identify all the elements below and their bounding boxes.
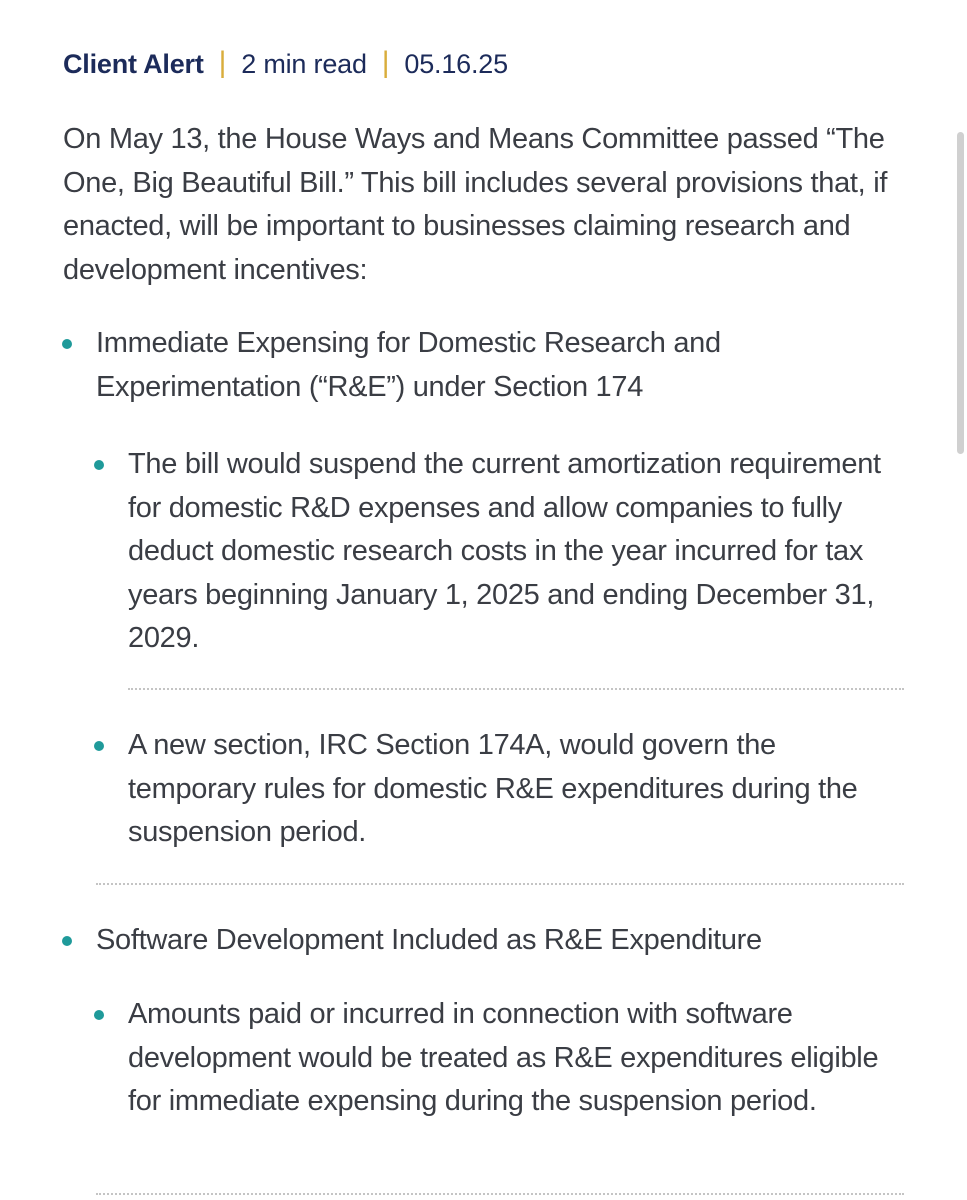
bullet-icon xyxy=(94,741,104,751)
meta-separator: | xyxy=(381,46,390,79)
read-time: 2 min read xyxy=(241,48,367,79)
bullet-icon xyxy=(62,339,72,349)
scrollbar-thumb[interactable] xyxy=(957,132,964,454)
list-item: Amounts paid or incurred in connection with software development would be treated as R&E expenditures eligible for immediate expensing during the suspension period. xyxy=(128,998,879,1117)
intro-paragraph: On May 13, the House Ways and Means Committee passed “The One, Big Beautiful Bill.” This bill includes several provisions that, if enacted, will be important to businesses claiming research and development incentives: xyxy=(63,123,888,286)
meta-separator: | xyxy=(218,46,227,79)
list-item: The bill would suspend the current amortization requirement for domestic R&D expenses and allow companies to fully deduct domestic research costs in the year incurred for tax years beginning January 1, 2025 and ending December 31, 2029. xyxy=(128,448,881,654)
bullet-icon xyxy=(94,460,104,470)
list-item: A new section, IRC Section 174A, would govern the temporary rules for domestic R&E expenditures during the suspension period. xyxy=(128,729,858,848)
publish-date: 05.16.25 xyxy=(404,48,508,79)
bullet-icon xyxy=(62,936,72,946)
section-heading: Software Development Included as R&E Expenditure xyxy=(96,924,762,956)
section-heading: Immediate Expensing for Domestic Research and Experimentation (“R&E”) under Section 174 xyxy=(96,327,721,403)
dotted-divider xyxy=(96,883,904,885)
article-meta xyxy=(63,44,508,84)
bullet-icon xyxy=(94,1010,104,1020)
article-category-link[interactable]: Client Alert xyxy=(63,48,204,79)
dotted-divider xyxy=(96,1193,904,1195)
dotted-divider xyxy=(128,688,904,690)
